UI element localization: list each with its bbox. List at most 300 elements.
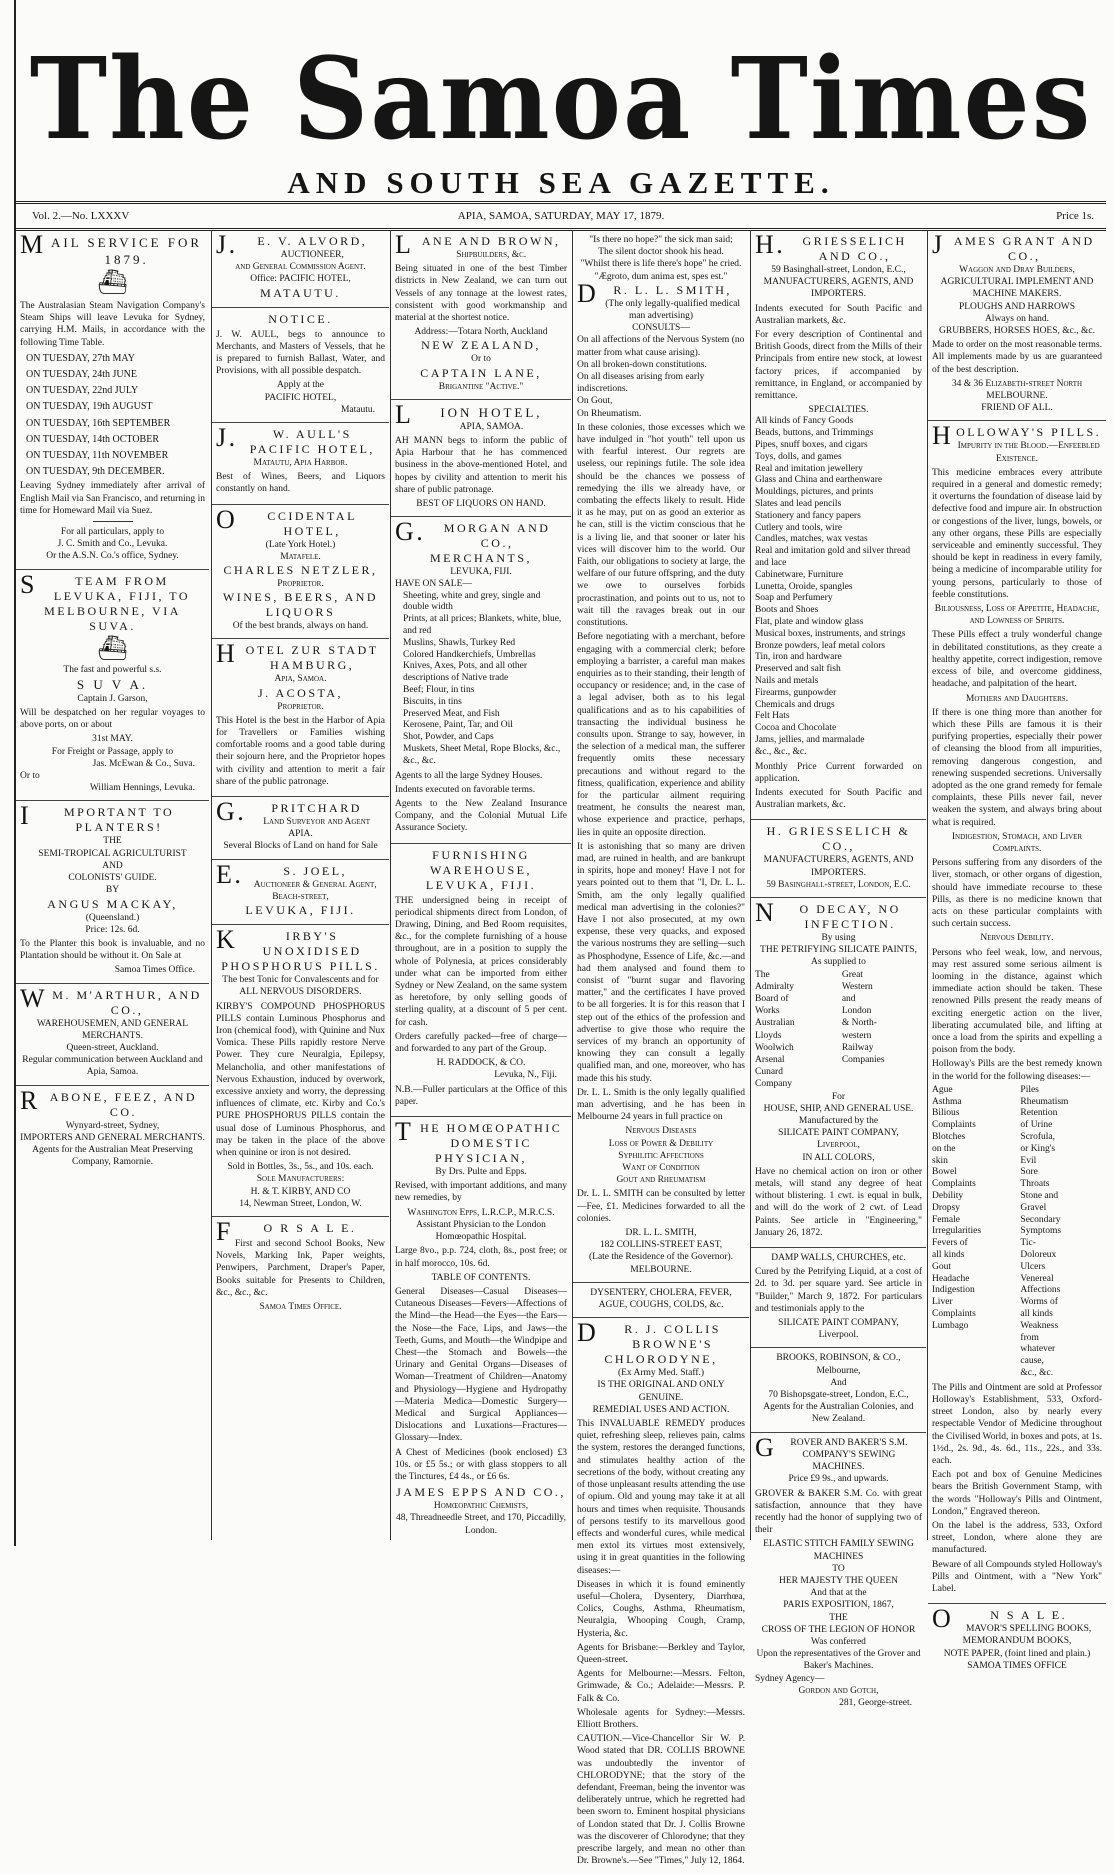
client-name: Australian Lloyds bbox=[755, 1018, 795, 1041]
ad-text: On the label is the address, 533, Oxford street, London, where alone they are manufactured. bbox=[932, 1520, 1102, 1556]
ad-heading: DR. J. COLLIS BROWNE'S CHLORODYNE, bbox=[577, 1318, 721, 1367]
ad-text: Before negotiating with a merchant, before engaging with a commercial clerk; before employing a barrister, a careful man makes enquiries as to their standing, their length of occupancy or residence; and, in the case of a legal adviser, both as to his legal qualifications and as to his capabilities of transacting the individual business he consults upon. Strange to say, however, in the selection of a medical man, the sufferer frequently omits these necessary precautions and without regard to the fitness, qualification, experience and ability for the particular ailment requiring treatment, he consults the nearest man, whose experience and practice, perhaps, lies in quite an opposite direction. bbox=[577, 632, 745, 838]
list-item: Ague bbox=[932, 1084, 953, 1095]
ad-text: (Late York Hotel.) bbox=[265, 539, 336, 550]
ad-text: Sydney Agency— bbox=[755, 1673, 825, 1684]
ad-text: This Hotel is the best in the Harbor of Apia for Travellers or Families wishing comfortable rooms and a good table during their sojourn here, and the Proprietor hopes with civility and attention to merit a fair share of the public patronage. bbox=[216, 715, 385, 787]
ad-text: 281, George-street. bbox=[839, 1697, 912, 1708]
ad-text: Biliousness, Loss of Appetite, Headache, and Lowness of Spirits. bbox=[934, 604, 1100, 627]
diseases-left bbox=[932, 1085, 1014, 1380]
ad-heading: E.S. JOEL, bbox=[216, 859, 348, 889]
ad-grover-baker bbox=[751, 1433, 926, 1715]
ad-steam-suva bbox=[16, 570, 209, 802]
ad-text: Proprietor. bbox=[277, 579, 324, 590]
list-item: All kinds of Fancy Goods bbox=[755, 416, 854, 427]
ad-lion-hotel bbox=[391, 400, 571, 517]
ad-text: Melbourne, bbox=[816, 1365, 861, 1376]
ad-text: On all broken-down constitutions. bbox=[577, 359, 707, 370]
ad-heading: G.MORGAN AND CO., bbox=[395, 517, 551, 551]
schedule-date: ON TUESDAY, 22nd JULY bbox=[26, 385, 139, 397]
list-item: Tin, iron and hardware bbox=[755, 652, 842, 663]
ad-text: PACIFIC HOTEL, bbox=[249, 442, 375, 457]
sailing-schedule bbox=[20, 353, 205, 479]
ad-text: Samoa Times Office. bbox=[114, 965, 195, 976]
list-item: Felt Hats bbox=[755, 711, 790, 722]
ad-text: AND bbox=[102, 860, 123, 871]
list-item: Boots and Shoes bbox=[755, 605, 819, 616]
ad-text: Captain J. Garson, bbox=[77, 693, 148, 704]
ad-brooks-robinson bbox=[751, 1348, 926, 1432]
ad-griesselich bbox=[751, 230, 926, 820]
ad-text: CONSULTS— bbox=[632, 323, 690, 334]
ad-text: This INVALUABLE REMEDY produces quiet, refreshing sleep, relieves pain, calms the system, restores the deranged functions, and stimulates healthy action of the secretions of the body, without creating any of those unpleasant results attending the use of opium. Old and young may take it at all hours and times when requisite. Thousands of persons testify to its marvellous good effects and wonderful cures, while medical men extol its virtues most extensively, using it in great quantities in the following diseases:— bbox=[577, 1419, 745, 1576]
ad-furnishing bbox=[391, 844, 571, 1117]
ad-text: Gout and Rheumatism bbox=[616, 1175, 706, 1186]
ad-text: PLOUGHS AND HARROWS bbox=[958, 301, 1076, 312]
ad-text: Large 8vo., p.p. 724, cloth, 8s., post free; or in half morocco, 10s. 6d. bbox=[395, 1246, 567, 1269]
list-item: Tic-Doloreux bbox=[1020, 1238, 1057, 1260]
ad-heading: MAIL SERVICE FOR 1879. bbox=[20, 230, 203, 267]
ad-heading: NOTICE. bbox=[268, 311, 333, 326]
list-item: Asthma bbox=[932, 1096, 962, 1107]
ad-text: IN ALL COLORS, bbox=[802, 1152, 875, 1163]
ad-text: 59 Basinghall-street, London, E.C. bbox=[766, 879, 911, 890]
ad-text: Diseases in which it is found eminently useful—Cholera, Dysentery, Diarrhœa, Colics, Coughs, Asthma, Rheumatism, Neuralgia, Whooping Cough, Cramp, Hysteria, &c. bbox=[577, 1579, 745, 1639]
list-item: Gout bbox=[932, 1261, 951, 1272]
ad-text: Monthly Price Current forwarded on application. bbox=[755, 761, 922, 784]
ad-text: The best Tonic for Convalescents and for bbox=[222, 975, 379, 986]
ad-text: To the Planter this book is invaluable, and no Plantation should be without it. On Sale at bbox=[20, 938, 205, 962]
ad-text: Waggon and Dray Builders, bbox=[959, 265, 1075, 275]
list-item: Chemicals and drugs bbox=[755, 699, 835, 710]
ad-occidental bbox=[212, 505, 389, 640]
ad-text: IS THE ORIGINAL AND ONLY GENUINE. bbox=[597, 1380, 725, 1403]
ad-text: ALL NERVOUS DISORDERS. bbox=[239, 987, 362, 998]
client-name: Companies bbox=[841, 1055, 885, 1065]
ad-text: Nervous Diseases bbox=[625, 1126, 697, 1137]
ad-text: By Drs. Pulte and Epps. bbox=[435, 1167, 527, 1178]
ad-text: And bbox=[830, 1377, 847, 1388]
ad-heading: FURNISHING WAREHOUSE, bbox=[430, 847, 532, 877]
ad-for-sale bbox=[212, 1217, 389, 1319]
ad-text: ELASTIC STITCH FAMILY SEWING MACHINES bbox=[763, 1539, 914, 1562]
ad-text: AH MANN begs to inform the public of Apia Harbour that he has commenced business in the above-mentioned Hotel, and hopes by civility and attention to merit his share of public patronage. bbox=[395, 436, 567, 495]
ad-text: SILICATE PAINT COMPANY, bbox=[778, 1318, 899, 1329]
ad-text: 14, Newman Street, London, W. bbox=[239, 1198, 362, 1209]
book-title: COLONISTS' GUIDE. bbox=[68, 873, 157, 884]
ad-text: Wholesale agents for Sydney:—Messrs. Elliott Brothers. bbox=[577, 1707, 745, 1730]
list-item: Weakness from whatever cause, &c., &c. bbox=[1020, 1320, 1059, 1378]
ad-chlorodyne bbox=[573, 1318, 749, 1875]
list-item: Worms of all kinds bbox=[1020, 1297, 1058, 1319]
list-item: Firearms, gunpowder bbox=[755, 687, 837, 698]
list-item: Pipes, snuff boxes, and cigars bbox=[755, 440, 868, 451]
ad-text: Beware of all Compounds styled Holloway's Pills and Ointment, with a "New York" Label. bbox=[932, 1559, 1102, 1594]
list-item: Female Irregularities bbox=[932, 1214, 982, 1237]
list-item: Cabinetware, Furniture bbox=[755, 569, 844, 580]
verse-line: "Is there no hope?" the sick man said; bbox=[589, 235, 733, 245]
ad-text: Queen-street, Auckland. bbox=[66, 1042, 159, 1053]
list-item: Knives, Axes, Pots, and all other descriptions of Native trade bbox=[403, 661, 528, 684]
ad-text: Liverpool, bbox=[817, 1140, 860, 1151]
ad-text: Upon the representatives of the Grover and Baker's Machines. bbox=[756, 1649, 921, 1672]
ad-text: H. RADDOCK, & CO. bbox=[436, 1058, 526, 1069]
ad-heading: LANE AND BROWN, bbox=[395, 230, 561, 259]
ad-text: Beach-street, bbox=[272, 891, 329, 902]
ad-planters bbox=[16, 801, 209, 983]
list-item: Fevers of all kinds bbox=[932, 1238, 968, 1260]
ad-text: AUCTIONEER, bbox=[280, 250, 344, 260]
ad-text: 48, Threadneedle Street, and 170, Piccadilly, London. bbox=[396, 1513, 566, 1536]
ad-text: WAREHOUSEMEN, AND GENERAL MERCHANTS. bbox=[36, 1018, 189, 1041]
ad-text: LEVUKA, FIJI. bbox=[425, 877, 537, 892]
ad-heading: KIRBY'S UNOXIDISED PHOSPHORUS PILLS. bbox=[216, 925, 380, 974]
ad-text: CHARLES NETZLER, bbox=[223, 563, 378, 578]
list-item: Flat, plate and window glass bbox=[755, 616, 864, 627]
dateline bbox=[16, 201, 1106, 231]
ad-text: General Diseases—Casual Diseases—Cutaneous Diseases—Fevers—Affections of the Mind—the Head—the Eyes—the Ears—the Nose—the Face, Lips, and Jaws—the Teeth, Gums, and Mouth—the Windpipe and Chest—the Stomach and Bowels—the Urinary and Genital Organs—Diseases of Woman—Treatment of Children—Anatomy and Physiology—Hygiene and Hydropathy—Materia Medica—Domestic Surgery—Medical and Surgical Appliances—Dislocations and Luxations—Fractures—Glossary—Index. bbox=[395, 1286, 567, 1444]
ad-silicate-paints bbox=[751, 898, 926, 1248]
ad-text: THE bbox=[829, 1612, 848, 1623]
ad-heading: THE HOMŒOPATHIC DOMESTIC PHYSICIAN, bbox=[395, 1117, 563, 1166]
ad-text: Indigestion, Stomach, and Liver Complaints. bbox=[951, 831, 1083, 854]
list-item: Kerosene, Paint, Tar, and Oil bbox=[403, 720, 513, 731]
list-item: Beef; Flour, in tins bbox=[403, 685, 475, 696]
ad-heading: DAMP WALLS, CHURCHES, etc. bbox=[771, 1253, 906, 1264]
ad-text: THE bbox=[103, 836, 122, 847]
list-item: Prints, at all prices; Blankets, white, blue, and red bbox=[403, 614, 562, 637]
ad-text: HAVE ON SALE— bbox=[395, 579, 472, 590]
ad-text: Agents to the New Zealand Insurance Company, and the Colonial Mutual Life Assurance Society. bbox=[395, 799, 567, 834]
ad-text: APIA, SAMOA. bbox=[459, 421, 524, 432]
schedule-date: ON TUESDAY, 19th AUGUST bbox=[26, 401, 153, 413]
ad-text: WINES, BEERS, AND LIQUORS bbox=[222, 590, 379, 620]
list-item: Bowel Complaints bbox=[932, 1167, 976, 1190]
steamship-icon: ⛴ bbox=[97, 270, 128, 296]
list-item: Mouldings, pictures, and prints bbox=[755, 487, 874, 498]
ad-text: HOUSE, SHIP, AND GENERAL USE. bbox=[763, 1103, 914, 1114]
ad-text: APIA. bbox=[288, 829, 313, 840]
ad-heading: HOTEL ZUR STADT HAMBURG, bbox=[216, 639, 379, 673]
ad-text: If there is one thing more than another for which these Pills are famous it is their purifying properties, especially their power of cleansing the blood from all impurities, removing dangerous congestion, and renewing suspended secretions. Universally adopted as the one grand remedy for female complaints, these Pills never fail, never weaken the system, and always bring about what is required. bbox=[932, 707, 1102, 828]
ad-text: LEVUKA, FIJI. bbox=[450, 567, 512, 578]
ad-lane-brown bbox=[391, 230, 571, 400]
ad-text: Proprietor. bbox=[277, 701, 324, 712]
ad-text: Or to bbox=[471, 354, 491, 365]
ad-text: REMEDIAL USES AND ACTION. bbox=[592, 1404, 730, 1415]
ad-heading: J.E. V. ALVORD, bbox=[216, 230, 368, 259]
ad-text: Of the best brands, always on hand. bbox=[232, 621, 369, 632]
ad-morgan bbox=[391, 517, 571, 843]
list-item: Beads, buttons, and Trimmings bbox=[755, 428, 874, 439]
ad-text: LEVUKA, FIJI. bbox=[245, 903, 356, 918]
ad-text: Each pot and box of Genuine Medicines bears the British Government Stamp, with the words "Holloway's Pills and Ointment, London," Engraved thereon. bbox=[932, 1470, 1102, 1517]
column-1 bbox=[16, 230, 209, 1540]
list-item: Glass and China and earthenware bbox=[755, 475, 883, 486]
list-item: Muskets, Sheet Metal, Rope Blocks, &c., &c., &c. bbox=[403, 744, 561, 766]
list-item: Cocoa and Chocolate bbox=[755, 723, 837, 734]
ad-text: Indents executed on favorable terms. bbox=[395, 784, 536, 795]
ad-text: Best of Wines, Beers, and Liquors constantly on hand. bbox=[216, 472, 385, 495]
list-item: Cutlery and tools, wire bbox=[755, 522, 843, 533]
list-item: &c., &c., &c. bbox=[755, 746, 807, 757]
ad-on-sale bbox=[928, 1604, 1106, 1678]
ad-text: Agents for the Australian Meat Preserving Company, Ramornie. bbox=[32, 1144, 193, 1168]
steamship-icon: ⛴ bbox=[97, 635, 128, 662]
list-item: Slates and lead pencils bbox=[755, 499, 842, 510]
list-item: Preserved Meat, and Fish bbox=[403, 708, 500, 719]
ad-text: For bbox=[831, 1091, 846, 1102]
ad-text: MANUFACTURERS, AGENTS, AND IMPORTERS. bbox=[763, 855, 914, 878]
ad-text: Shipbuilders, &c. bbox=[456, 250, 527, 260]
ad-joel bbox=[212, 860, 389, 925]
ad-text: Gordon and Gotch, bbox=[798, 1685, 879, 1696]
ad-text: The Australasian Steam Navigation Company's Steam Ships will leave Levuka for Sydney, carrying H.M. Mails, in accordance with the following Time Table. bbox=[20, 301, 205, 348]
ad-text: IMPORTERS AND GENERAL MERCHANTS. bbox=[20, 1132, 205, 1143]
list-item: Sore Throats bbox=[1020, 1167, 1050, 1190]
ad-text: JAMES EPPS AND CO., bbox=[396, 1485, 566, 1500]
ad-text: BY bbox=[105, 885, 120, 896]
price: Price 1s. bbox=[1056, 210, 1094, 222]
schedule-date: ON TUESDAY, 16th SEPTEMBER bbox=[26, 417, 171, 429]
ad-text: Agents for Melbourne:—Messrs. Felton, Grimwade, & Co.; Adelaide:—Messrs. P. Falk & Co. bbox=[577, 1669, 745, 1704]
ad-text: Auctioneer & General Agent, bbox=[253, 879, 377, 890]
ad-text: Address:—Totara North, Auckland bbox=[414, 327, 548, 338]
ad-text: Or to bbox=[20, 771, 40, 782]
ad-heading: STEAM FROM LEVUKA, FIJI, TO MELBOURNE, VIA SUVA. bbox=[20, 569, 191, 633]
diseases-right bbox=[1020, 1085, 1102, 1380]
ad-text: TO bbox=[832, 1563, 845, 1574]
column-4 bbox=[572, 230, 749, 1867]
ad-text: MERCHANTS, bbox=[429, 551, 532, 566]
list-item: Stone and Gravel bbox=[1020, 1190, 1059, 1213]
ad-text: Was conferred bbox=[811, 1636, 866, 1647]
ad-text: KIRBY'S COMPOUND PHOSPHORUS PILLS contain Luminous Phosphorus and Iron (chemical food), with Quinine and Nux Vomica. These Pills rapidly restore Nerve Power. They cure Neuralgia, Epilepsy, Melancholia, and other manifestations of Nervous Exhaustion, induced by overwork, excessive anxiety and worry, the depressing influences of climate, etc. Kirby and Co.'s PURE PHOSPHORUS PILLS contain the usual dose of Luminous Phosphorus, and may be taken in the place of the above when quinine or iron is not desired. bbox=[216, 1001, 385, 1158]
ad-text: Matautu, Apia Harbor. bbox=[253, 458, 348, 469]
ad-text: A Chest of Medicines (book enclosed) £3 10s. or £5 5s.; or with glass stoppers to all the Tinctures, £4 4s., or £6 6s. bbox=[395, 1447, 567, 1482]
schedule-date: ON TUESDAY, 14th OCTOBER bbox=[26, 433, 159, 445]
ad-text: Persons suffering from any disorders of the liver, stomach, or other organs of digestion, should have immediate recourse to these Pills, as there is no medicine known that acts on these particular complaints with such certain success. bbox=[932, 858, 1102, 930]
ad-text: For every description of Continental and British Goods, direct from the Mills of their Principals from entire new stock, at lowest factory prices, if accompanied by remittance, in England, or accompanied by remittance. bbox=[755, 330, 922, 402]
list-item: Preserved and salt fish bbox=[755, 664, 841, 675]
ad-text: Manufactured by the bbox=[798, 1116, 879, 1127]
ad-text: 182 COLLINS-STREET EAST, bbox=[599, 1240, 723, 1251]
list-item: Blotches on the skin bbox=[932, 1131, 966, 1166]
list-item: Dropsy bbox=[932, 1202, 960, 1213]
ad-text: Agents for the Australian Colonies, and New Zealand. bbox=[763, 1402, 914, 1425]
ad-text: Dr. L. L. SMITH can be consulted by letter—Fee, £1. Medicines forwarded to all the colonies. bbox=[577, 1189, 745, 1224]
column-6 bbox=[927, 230, 1106, 1671]
agent-name: J. C. Smith and Co., Levuka. bbox=[57, 539, 168, 550]
ad-hamburg-hotel bbox=[212, 639, 389, 797]
ad-text: Matafele. bbox=[280, 551, 321, 562]
clients-table bbox=[755, 969, 922, 1091]
ad-text: CROSS OF THE LEGION OF HONOR bbox=[761, 1624, 916, 1635]
goods-list bbox=[395, 591, 567, 768]
ad-text: Regular communication between Auckland and Apia, Samoa. bbox=[22, 1055, 203, 1078]
ad-text: Leaving Sydney immediately after arrival of English Mail via San Francisco, and returning in time for Homeward Mail via Suez. bbox=[20, 481, 205, 516]
ad-text: Revised, with important additions, and many new remedies, by bbox=[395, 1181, 567, 1204]
ad-text: 31st MAY. bbox=[92, 734, 133, 745]
column-2 bbox=[211, 230, 389, 1540]
ad-holloway-pills bbox=[928, 421, 1106, 1604]
masthead-subtitle: AND SOUTH SEA GAZETTE. bbox=[287, 165, 835, 200]
list-item: Venereal Affections bbox=[1020, 1273, 1061, 1296]
diseases-table bbox=[932, 1085, 1102, 1380]
ad-text: First and second School Books, New Novels, Marking Ink, Paper weights, Penwipers, Parchment, Draper's Paper, Books suitable for Presents to Children, &c., &c., &c. bbox=[216, 1238, 385, 1298]
verse-line: The silent doctor shook his head. bbox=[598, 247, 724, 258]
list-item: Retention of Urine bbox=[1020, 1108, 1058, 1131]
ad-text: J. W. AULL, begs to announce to Merchants, and Masters of Vessels, that he is prepared to furnish Ballast, Water, and Provisions, with all possible despatch. bbox=[216, 329, 385, 377]
ad-text: Want of Condition bbox=[622, 1163, 700, 1174]
ad-heading: H. GRIESSELICH & CO., bbox=[766, 824, 911, 854]
client-name: London & North- bbox=[841, 1006, 877, 1029]
ad-heading: DR. L. L. SMITH, bbox=[577, 278, 732, 308]
ad-text: MANUFACTURERS, AGENTS, AND IMPORTERS. bbox=[763, 277, 914, 300]
masthead-title: The Samoa Times bbox=[29, 32, 1093, 165]
client-name: Cunard Company bbox=[755, 1067, 792, 1090]
list-item: Sheeting, white and grey, single and double width bbox=[403, 590, 541, 613]
ad-text: 34 & 36 Elizabeth-street North bbox=[951, 378, 1083, 389]
column-5 bbox=[750, 230, 926, 1708]
ad-text: Office: PACIFIC HOTEL, bbox=[250, 274, 351, 285]
schedule-date: ON TUESDAY, 27th MAY bbox=[26, 352, 135, 364]
ad-text: Assistant Physician to the London Homœopathic Hospital. bbox=[416, 1219, 546, 1243]
client-name: western Railway bbox=[841, 1030, 874, 1053]
list-item: Scrofula, or King's Evil bbox=[1020, 1131, 1056, 1166]
ad-heading: FO R S A L E. bbox=[216, 1216, 357, 1246]
ad-text: Wynyard-street, Sydney, bbox=[65, 1120, 160, 1131]
ad-text: Will be despatched on her regular voyages to above ports, on or about bbox=[20, 708, 205, 731]
ad-text: SAMOA TIMES OFFICE bbox=[967, 1660, 1067, 1671]
column-3 bbox=[390, 230, 571, 1540]
ad-heading: GROVER AND BAKER'S S.M. COMPANY'S SEWING MACHINES. bbox=[755, 1432, 908, 1473]
ad-text: Matautu. bbox=[340, 404, 375, 415]
ad-rabone bbox=[16, 1086, 209, 1175]
ad-heading: HOLLOWAY'S PILLS. bbox=[932, 421, 1102, 451]
ad-text: Brigantine "Active." bbox=[438, 381, 524, 392]
list-item: Shot, Powder, and Caps bbox=[403, 732, 494, 743]
verse-line: "Ægroto, dum anima est, spes est." bbox=[594, 271, 728, 282]
ad-text: Holloway's Pills are the best remedy known in the world for the following diseases:— bbox=[932, 1059, 1102, 1082]
list-item: Bilious Complaints bbox=[932, 1108, 976, 1131]
list-item: Candles, matches, wax vestas bbox=[755, 534, 868, 545]
ad-text: Samoa Times Office. bbox=[259, 1301, 342, 1312]
ad-heading: G.PRITCHARD bbox=[216, 797, 362, 827]
client-name: Woolwich Arsenal bbox=[755, 1042, 794, 1065]
price-text: Price: 12s. 6d. bbox=[85, 924, 140, 935]
list-item: Liver Complaints bbox=[932, 1297, 976, 1319]
verse-line: "Whilst there is life there's hope" he cried. bbox=[580, 259, 742, 270]
list-item: Nails and metals bbox=[755, 675, 819, 686]
list-item: Real and imitation gold and silver thread and lace bbox=[755, 546, 911, 568]
ad-text: AGRICULTURAL IMPLEMENT AND MACHINE MAKERS. bbox=[940, 277, 1094, 300]
ad-text: For Freight or Passage, apply to bbox=[51, 746, 174, 757]
ad-kirby-pills bbox=[212, 925, 389, 1217]
ad-text: These Pills effect a truly wonderful change in debilitated constitutions, as they create a healthy appetite, correct indigestion, remove excess of bile, and overcome giddiness, headache, and palpitation of the heart. bbox=[932, 630, 1102, 690]
volume-number: Vol. 2.—No. LXXXV bbox=[32, 210, 130, 222]
ad-text: and General Commission Agent. bbox=[235, 262, 366, 273]
ad-text: HER MAJESTY THE QUEEN bbox=[778, 1575, 898, 1586]
list-item: Secondary Symptoms bbox=[1020, 1214, 1062, 1237]
ad-text: Price £9 9s., and upwards. bbox=[788, 1474, 889, 1485]
ad-homoeopathic bbox=[391, 1117, 571, 1543]
ad-james-grant bbox=[928, 230, 1106, 421]
ad-text: Several Blocks of Land on hand for Sale bbox=[223, 841, 378, 852]
ad-text: 70 Bishopsgate-street, London, E.C., bbox=[768, 1390, 909, 1401]
ad-text: It is astonishing that so many are driven mad, are ruined in health, and are bankrupt in spirits, hope and money! Have I not for years pointed out to them that "I, Dr. L. L. Smith, am the only legally qualified medical man advertising in the colonies?" Have I not also prosecuted, at my own expense, these very quacks, and exposed the various nostrums they are selling—such as Phosphodyne, Essence of Life, &c.—and had them analysed and found them to consist of "burnt sugar and flavoring matter," and the certificates I have proved to be all forgeries. It is for this reason that I step out of the ethics of the profession and advertise to give those who require the services of my branch an opportunity of knowing they can consult a legally qualified man, and one, moreover, who has made this his study. bbox=[577, 841, 745, 1084]
ad-heading: BROOKS, ROBINSON, & CO., bbox=[776, 1353, 901, 1364]
specialties-list bbox=[755, 416, 922, 758]
ad-text: As supplied to bbox=[811, 957, 866, 968]
ad-heading: LION HOTEL, bbox=[395, 399, 543, 429]
ad-text: Agents to all the large Sydney Houses. bbox=[395, 770, 543, 781]
agent-name: Or the A.S.N. Co.'s office, Sydney. bbox=[46, 551, 179, 562]
schedule-date: ON TUESDAY, 24th JUNE bbox=[26, 369, 137, 381]
ad-text: Sole Manufacturers: bbox=[256, 1174, 345, 1185]
author-name: ANGUS MACKAY, bbox=[47, 896, 178, 911]
ad-text: MATAUTU. bbox=[260, 285, 341, 300]
list-item: Stationery and fancy papers bbox=[755, 510, 861, 521]
ad-text: FRIEND OF ALL. bbox=[981, 403, 1053, 414]
client-name: Great Western and bbox=[841, 969, 873, 1004]
ad-text: This medicine embraces every attribute required in a general and domestic remedy; it overturns the foundation of disease laid by defective food and impure air. In obstruction or congestions of the liver, lungs, bowels, or any other organs, these Pills are especially serviceable and eminently successful. They should be kept in readiness in every family, being a medicine of incomparable utility for young persons, particularly to those of feeble constitutions. bbox=[932, 467, 1102, 600]
ad-text: NOTE PAPER, (foint lined and plain.) bbox=[943, 1648, 1091, 1659]
ad-heading: DYSENTERY, CHOLERA, FEVER, bbox=[590, 1287, 732, 1298]
divider bbox=[93, 521, 133, 522]
ad-text: CAPTAIN LANE, bbox=[420, 365, 542, 380]
ad-text: Cured by the Petrifying Liquid, at a cost of 2d. to 3d. per square yard. See article in "Builder," March 9, 1872. For particulars and testimonials apply to the bbox=[755, 1267, 922, 1314]
ad-heading: WM. M'ARTHUR, AND CO., bbox=[20, 983, 202, 1017]
list-item: Muslins, Shawls, Turkey Red bbox=[403, 637, 516, 648]
ad-mcarthur bbox=[16, 984, 209, 1086]
ad-heading: ON S A L E. bbox=[932, 1604, 1068, 1634]
ad-text: Sold in Bottles, 3s., 5s., and 10s. each. bbox=[227, 1162, 374, 1173]
ad-text: BEST OF LIQUORS ON HAND. bbox=[416, 499, 546, 510]
ad-text: The Pills and Ointment are sold at Professor Holloway's Establishment, 533, Oxford-street London, also by nearly every respectable Vendor of Medicine throughout the Civilised World, in boxes and pots, at 1s. 1½d., 2s. 9d., 4s. 6d., 11s., 22s., and 33s. each. bbox=[932, 1382, 1102, 1466]
agent-name: William Hennings, Levuka. bbox=[89, 783, 195, 794]
ad-text: NEW ZEALAND, bbox=[421, 338, 541, 353]
list-item: Jams, jellies, and marmalade bbox=[755, 734, 865, 745]
list-item: Lunetta, Oroide, spangles bbox=[755, 581, 853, 592]
ad-text: Liverpool. bbox=[818, 1330, 859, 1341]
ad-dysentery bbox=[573, 1283, 749, 1318]
ad-text: SILICATE PAINT COMPANY, bbox=[778, 1128, 899, 1139]
ad-griesselich-2 bbox=[751, 820, 926, 898]
ad-text: THE undersigned being in receipt of periodical shipments direct from London, of Drawing, Dining, and Bed Room requisites, &c., for the complete furnishing of a house throughout, are in a position to supply the whole of Polynesia, at prices considerably under what can be imported from either Sydney or New Zealand, on the same system as heretofore, by only selling goods of sterling quality, at a discount of 5 per cent. for cash. bbox=[395, 895, 567, 1028]
ad-text: Agents for Brisbane:—Berkley and Taylor, Queen-street. bbox=[577, 1642, 745, 1665]
ad-text: TABLE OF CONTENTS. bbox=[431, 1272, 531, 1283]
ad-heading: H.GRIESSELICH AND CO., bbox=[755, 230, 907, 263]
list-item: Rheumatism bbox=[1020, 1096, 1069, 1107]
ad-text: On Rheumatism. bbox=[577, 408, 642, 419]
ad-text: MELBOURNE. bbox=[986, 391, 1048, 402]
ad-text: GROVER & BAKER S.M. Co. with great satisfaction, announce that they have recently had the honor of supplying two of their bbox=[755, 1488, 922, 1536]
ad-text: The fast and powerful s.s. bbox=[63, 664, 162, 675]
list-item: Indigestion bbox=[932, 1285, 975, 1296]
ad-text: In these colonies, those excesses which we have indulged in "hot youth" tell upon us with fearful interest. Our regrets are useless, our repinings futile. The sole idea should be the chances we possess of remedying the ills we already have, or combating the effects likely to result. Hide it as he may, put on as good an exterior as he can, still is the victim conscious that he is a living lie, and that sooner or later his vices will discover him to the world. Our Faith, our obligations to society at large, the welfare of our future offspring, and the duty we owe to ourselves forbids procrastination, and points out to us, not to wait till the ravages break out in our constitutions. bbox=[577, 422, 745, 629]
ad-text: Being situated in one of the best Timber districts in New Zealand, we can turn out Vessels of any tonnage at the lowest rates, consistent with good workmanship and material at the shortest notice. bbox=[395, 264, 567, 324]
list-item: Colored Handkerchiefs, Umbrellas bbox=[403, 649, 536, 660]
columns bbox=[16, 230, 1106, 1867]
book-title: SEMI-TROPICAL AGRICULTURIST bbox=[38, 848, 187, 859]
place-date: APIA, SAMOA, SATURDAY, MAY 17, 1879. bbox=[457, 210, 665, 222]
ad-heading: J.W. AULL'S bbox=[216, 423, 352, 453]
ad-text: Always on hand. bbox=[984, 313, 1050, 324]
ad-text: GRUBBERS, HORSES HOES, &c., &c. bbox=[939, 326, 1095, 337]
clients-left bbox=[755, 969, 835, 1091]
ad-text: Apply at the bbox=[277, 380, 324, 391]
